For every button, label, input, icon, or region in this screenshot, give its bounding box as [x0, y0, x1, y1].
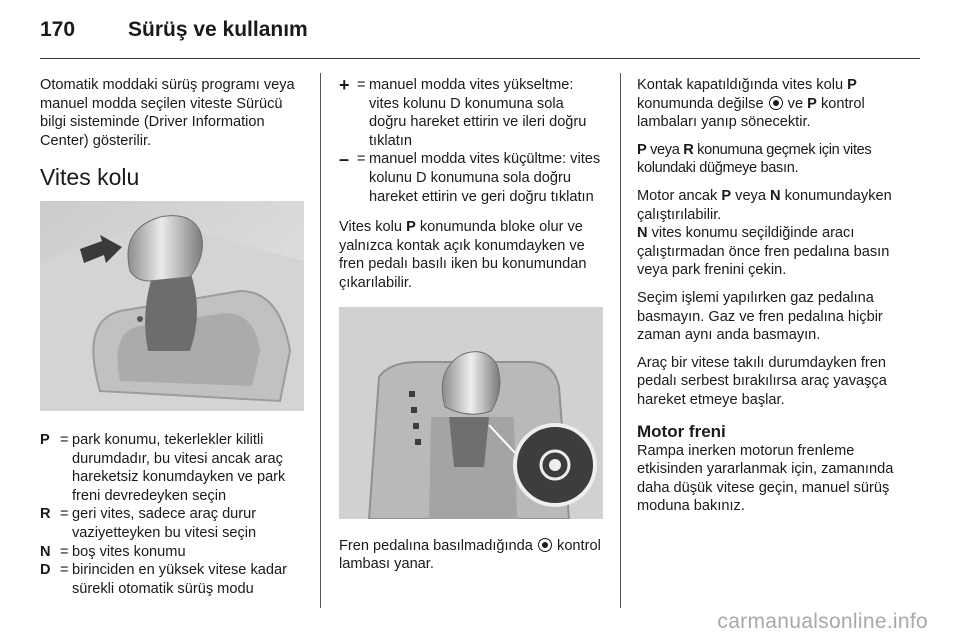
paragraph: Rampa inerken motorun frenleme etkisinden yararlanmak için, zamanında daha düşük vitese geçin, manuel sürüş moduna bakınız. — [637, 442, 894, 515]
gear-key: N — [770, 187, 781, 204]
definition-item — [40, 543, 304, 562]
definition-text: manuel modda vites küçültme: vites kolunu D konumuna sola doğru hareket ettirin ve geri doğru tıklatın — [369, 151, 601, 205]
text-run: veya — [646, 141, 684, 158]
text-run: konumuna geçmek için vites kolundaki düğmeye basın. — [637, 141, 872, 177]
gear-lever-closeup-drawing — [339, 307, 603, 519]
page-title: Sürüş ve kullanım — [128, 18, 308, 41]
equals-sign: = — [357, 151, 366, 168]
gear-definitions — [40, 431, 304, 598]
equals-sign: = — [60, 543, 69, 560]
manual-mode-definitions — [339, 76, 605, 206]
lever-block-paragraph — [339, 218, 605, 292]
text-run: ve — [783, 95, 808, 112]
text-run: kontrol lambaları yanıp sönecektir. — [637, 95, 865, 131]
brake-lamp-icon — [769, 96, 783, 110]
definition-key: R — [40, 506, 51, 523]
page-header — [40, 14, 920, 59]
column-1 — [40, 76, 304, 598]
gear-lever-closeup-illustration — [339, 307, 603, 519]
definition-key: P — [40, 431, 50, 448]
equals-sign: = — [60, 431, 69, 448]
paragraph: Araç bir vitese takılı durumdayken fren pedalı serbest bırakılırsa araç yavaşça hareket etmeye başlar. — [637, 354, 887, 408]
page-number: 170 — [40, 18, 76, 41]
text-run: konumundayken çalıştırılabilir. — [637, 187, 892, 223]
gear-key: P — [406, 219, 416, 236]
text-run: veya — [731, 187, 771, 204]
intro-paragraph: Otomatik moddaki sürüş programı veya manuel modda seçilen viteste Sürücü bilgi sisteminde (Driver Information Center) gösterilir. — [40, 77, 295, 149]
text-run: vites konumu seçildiğinde aracı çalıştırmadan önce fren pedalına basın veya park frenini çekin. — [637, 225, 890, 279]
definition-key: D — [40, 562, 51, 579]
definition-text: manuel modda vites yükseltme: vites kolunu D konumuna sola doğru hareket ettirin ve ileri doğru tıklatın — [369, 77, 587, 149]
text-run: Fren pedalına basılmadığında — [339, 537, 537, 554]
minus-icon: – — [339, 149, 350, 170]
text-run: Motor ancak — [637, 187, 722, 204]
paragraph: Seçim işlemi yapılırken gaz pedalına basmayın. Gaz ve fren pedalına hiçbir zaman aynı anda basmayın. — [637, 289, 883, 344]
column-3 — [637, 76, 907, 525]
text-run: konumunda bloke olur ve yalnızca kontak açık konumdayken ve fren pedalı basılı iken bu konumundan çıkarılabilir. — [339, 219, 587, 291]
definition-text: park konumu, tekerlekler kilitli durumdadır, bu vitesi ancak araç hareketsiz konumdayken ve park freni devredeyken seçin — [72, 431, 286, 504]
gear-lever-illustration — [40, 201, 304, 411]
paragraph — [637, 76, 907, 132]
text-run: kontrol lambası yanar. — [339, 537, 601, 573]
gear-key: P — [721, 187, 732, 204]
watermark: carmanualsonline.info — [717, 610, 928, 633]
plus-icon: + — [339, 75, 350, 95]
definition-item — [40, 505, 304, 542]
section-title: Vites kolu — [40, 164, 140, 191]
column-divider — [320, 73, 321, 608]
equals-sign: = — [60, 562, 69, 579]
paragraph — [637, 187, 907, 280]
text-run: Vites kolu — [339, 219, 407, 236]
paragraph — [637, 141, 907, 178]
definition-item — [339, 76, 605, 150]
definition-item — [40, 561, 304, 598]
definition-text: birinciden en yüksek vitese kadar sürekli otomatik sürüş modu — [72, 562, 287, 597]
definition-text: boş vites konumu — [72, 543, 186, 560]
gear-key: N — [637, 225, 648, 242]
subsection-title: Motor freni — [637, 421, 726, 441]
text-run: Kontak kapatıldığında vites kolu — [637, 77, 848, 93]
definition-text: geri vites, sadece araç durur vaziyetteyken bu vitesi seçin — [72, 506, 257, 541]
gear-key: R — [683, 141, 694, 158]
equals-sign: = — [357, 77, 366, 93]
definition-item — [40, 431, 304, 505]
brake-lamp-icon — [538, 538, 552, 552]
text-run: konumunda değilse — [637, 95, 768, 112]
column-2 — [339, 76, 605, 583]
gear-key: P — [847, 77, 857, 93]
definition-item — [339, 150, 605, 206]
figure-caption — [339, 537, 605, 574]
gear-lever-drawing — [40, 201, 304, 411]
gear-key: P — [807, 95, 817, 112]
gear-key: P — [637, 141, 647, 158]
equals-sign: = — [60, 506, 69, 523]
column-divider — [620, 73, 621, 608]
definition-key: N — [40, 543, 51, 560]
